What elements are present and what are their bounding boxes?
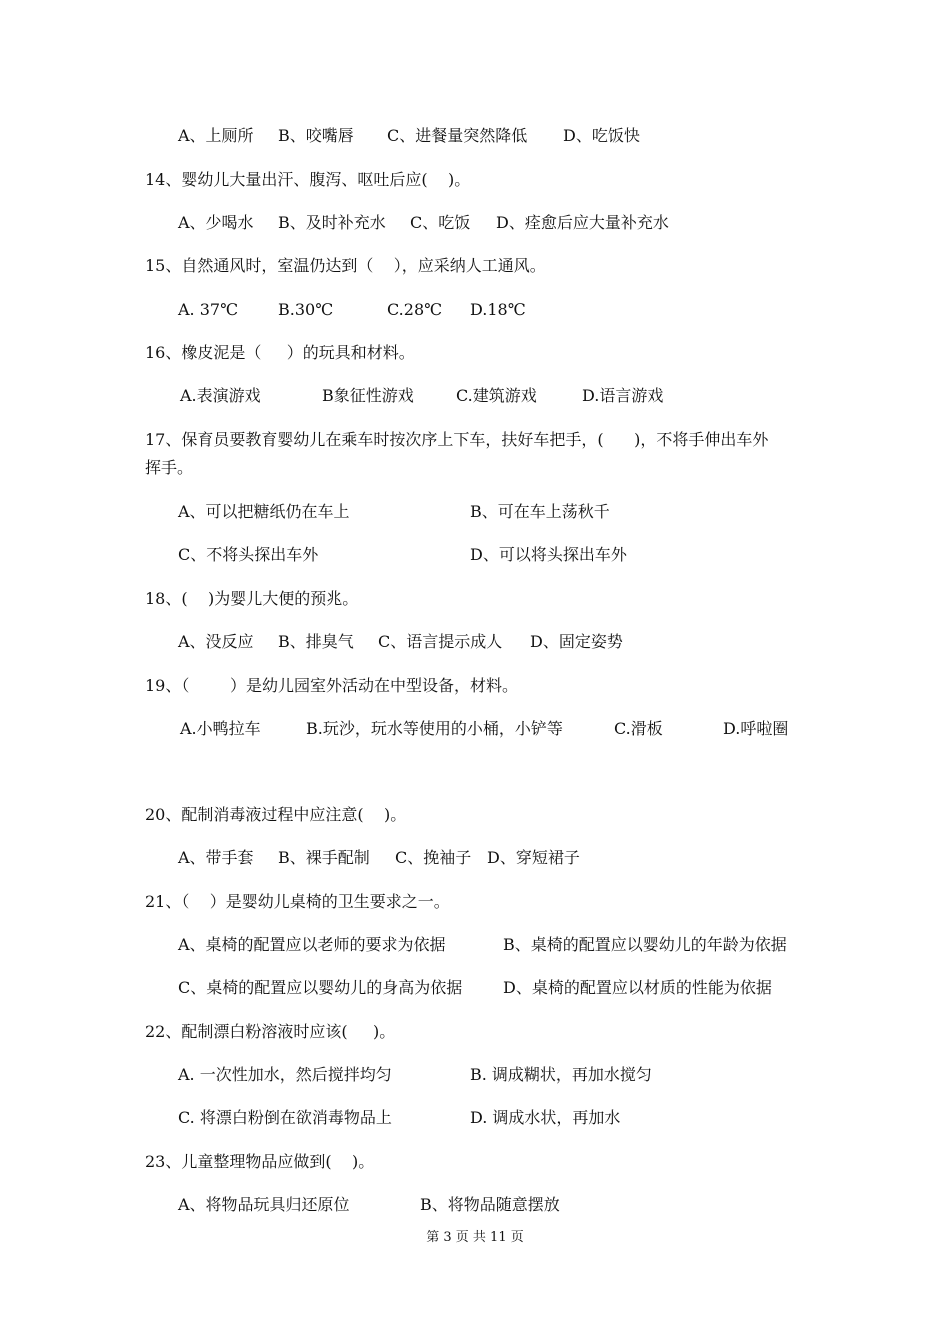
option-text: B、排臭气 [278,632,354,651]
option-text: B、裸手配制 [278,848,370,867]
question-stem: 15、自然通风时，室温仍达到（ ），应采纳人工通风。 [145,256,546,275]
question-stem: 23、儿童整理物品应做到( )。 [145,1152,375,1171]
option-text: A、带手套 [178,848,254,867]
option-text: C、吃饭 [410,213,471,232]
option-text: A、将物品玩具归还原位 [178,1195,350,1214]
option-text: C.28℃ [387,300,443,319]
option-text: B、及时补充水 [278,213,386,232]
option-text: A. 37℃ [178,300,238,319]
option-text: B、可在车上荡秋千 [470,502,610,521]
option-text: D.呼啦圈 [723,719,789,738]
option-text: A、上厕所 [178,126,254,145]
option-text: D、固定姿势 [530,632,623,651]
question-stem: 21、（ ）是婴幼儿桌椅的卫生要求之一。 [145,892,450,911]
question-stem: 18、( )为婴儿大便的预兆。 [145,589,359,608]
page-number: 第 3 页 共 11 页 [426,1230,524,1245]
option-text: A、少喝水 [178,213,254,232]
option-text: D、吃饭快 [563,126,640,145]
option-text: B.30℃ [278,300,334,319]
question-stem-continued: 挥手。 [145,458,194,477]
option-text: B.玩沙，玩水等使用的小桶，小铲等 [306,719,563,738]
option-text: D. 调成水状，再加水 [470,1108,621,1127]
question-stem: 14、婴幼儿大量出汗、腹泻、呕吐后应( )。 [145,170,471,189]
option-text: A、没反应 [178,632,254,651]
question-stem: 22、配制漂白粉溶液时应该( )。 [145,1022,396,1041]
option-text: A、桌椅的配置应以老师的要求为依据 [178,935,446,954]
question-stem: 20、配制消毒液过程中应注意( )。 [145,805,407,824]
option-text: B、咬嘴唇 [278,126,354,145]
option-text: C、进餐量突然降低 [387,126,528,145]
option-text: B象征性游戏 [322,386,414,405]
option-text: A、可以把糖纸仍在车上 [178,502,350,521]
option-text: C、不将头探出车外 [178,545,319,564]
option-text: C、桌椅的配置应以婴幼儿的身高为依据 [178,978,463,997]
option-text: D.语言游戏 [582,386,664,405]
option-text: A. 一次性加水，然后搅拌均匀 [178,1065,392,1084]
option-text: C. 将漂白粉倒在欲消毒物品上 [178,1108,392,1127]
question-stem: 17、保育员要教育婴幼儿在乘车时按次序上下车，扶好车把手，( )，不将手伸出车外 [145,430,769,449]
option-text: D.18℃ [470,300,526,319]
option-text: A.小鸭拉车 [180,719,261,738]
option-text: D、可以将头探出车外 [470,545,627,564]
option-text: D、穿短裙子 [487,848,580,867]
option-text: B. 调成糊状，再加水搅匀 [470,1065,652,1084]
option-text: D、痊愈后应大量补充水 [496,213,669,232]
option-text: C.滑板 [614,719,663,738]
option-text: C.建筑游戏 [456,386,537,405]
option-text: B、桌椅的配置应以婴幼儿的年龄为依据 [503,935,787,954]
question-stem: 16、橡皮泥是（ ）的玩具和材料。 [145,343,415,362]
question-stem: 19、（ ）是幼儿园室外活动在中型设备，材料。 [145,676,519,695]
option-text: A.表演游戏 [180,386,261,405]
option-text: C、挽袖子 [395,848,472,867]
option-text: C、语言提示成人 [378,632,503,651]
option-text: D、桌椅的配置应以材质的性能为依据 [503,978,772,997]
option-text: B、将物品随意摆放 [420,1195,560,1214]
